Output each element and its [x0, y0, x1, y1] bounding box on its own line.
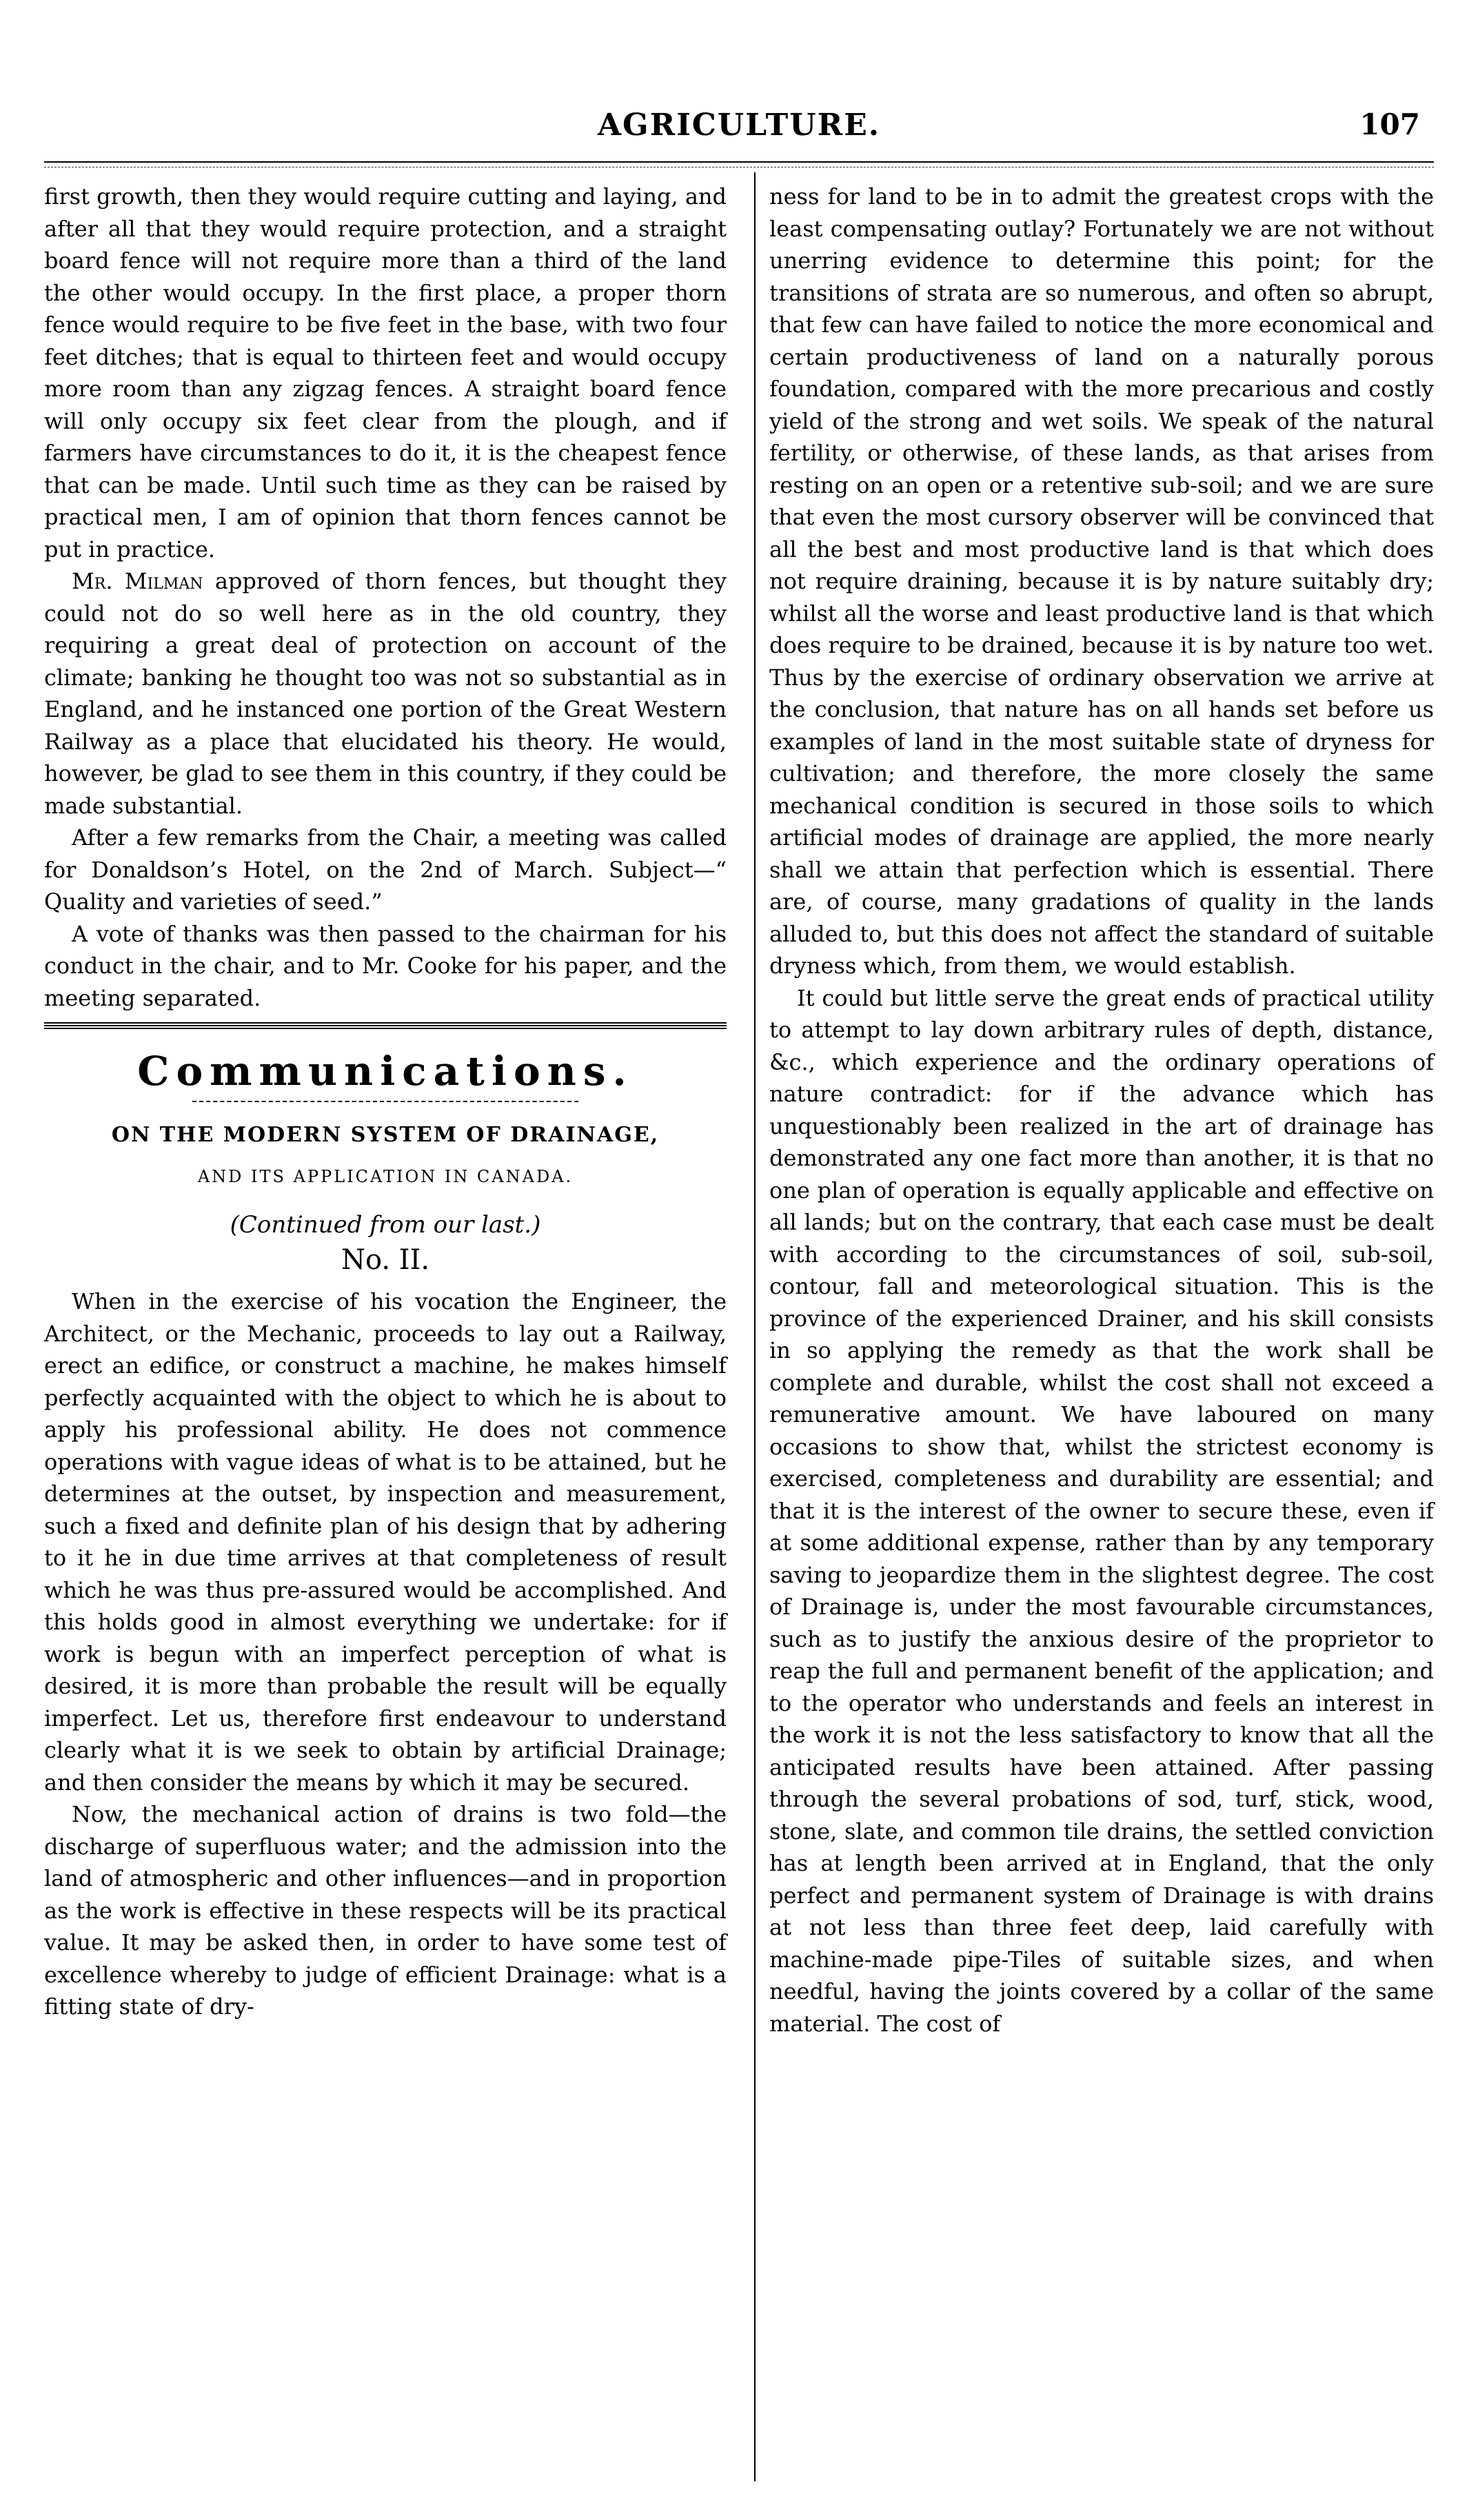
continued-note: (Continued from our last.): [230, 1211, 541, 1239]
column-divider: [754, 172, 756, 2481]
ornament-divider: [192, 1101, 578, 1102]
page-number: 107: [1359, 108, 1420, 141]
article-subtitle: AND ITS APPLICATION IN CANADA.: [197, 1167, 574, 1186]
paragraph: A vote of thanks was then passed to the chairman for his conduct in the chair, and to Mr. Cooke for his paper, and the meeting separated.: [44, 920, 727, 1011]
left-column: [44, 181, 727, 2023]
paragraph: When in the exercise of his vocation the Engineer, the Architect, or the Mechanic, proceeds to lay out a Railway, erect an edifice, or construct a machine, he makes himself perfectly acquainted with the object to which he is about to apply his professional ability. He does not commence operations with vague ideas of what is to be attained, but he determines at the outset, by inspection and measurement, such a fixed and definite plan of his design that by adhering to it he in due time arrives at that completeness of result which he was thus pre-assured would be accomplished. And this holds good in almost everything we undertake: for if work is begun with an imperfect perception of what is desired, it is more than probable the result will be equally imperfect. Let us, therefore first endeavour to understand clearly what it is we seek to obtain by artificial Drainage; and then consider the means by which it may be secured.: [44, 1288, 727, 1796]
speaker-name: Mr. Milman: [72, 568, 203, 594]
section-divider: [44, 1022, 727, 1029]
paragraph: It could but little serve the great ends of practical utility to attempt to lay down arbitrary rules of depth, distance, &c., which experience and the ordinary operations of nature contradict: for if the advance which has unquestionably been realized in the art of drainage has demonstrated any one fact more than another, it is that no one plan of operation is equally applicable and effective on all lands; but on the contrary, that each case must be dealt with according to the circumstances of soil, sub-soil, contour, fall and meteorological situation. This is the province of the experienced Drainer, and his skill consists in so applying the remedy as that the work shall be complete and durable, whilst the cost shall not exceed a remunerative amount. We have laboured on many occasions to show that, whilst the strictest economy is exercised, completeness and durability are essential; and that it is the interest of the owner to secure these, even if at some additional expense, rather than by any temporary saving to jeopardize them in the slightest degree. The cost of Drainage is, under the most favourable circumstances, such as to justify the anxious desire of the proprietor to reap the full and permanent benefit of the application; and to the operator who understands and feels an interest in the work it is not the less satisfactory to know that all the anticipated results have been attained. After passing through the several probations of sod, turf, stick, wood, stone, slate, and common tile drains, the settled conviction has at length been arrived at in England, that the only perfect and permanent system of Drainage is with drains at not less than three feet deep, laid carefully with machine-made pipe-Tiles of suitable sizes, and when needful, having the joints covered by a collar of the same material. The cost of: [769, 984, 1434, 2037]
newspaper-page: [44, 103, 1434, 2488]
article-title: ON THE MODERN SYSTEM OF DRAINAGE,: [111, 1123, 660, 1147]
article-number: No. II.: [341, 1244, 430, 1276]
running-header: [44, 103, 1434, 159]
running-title: AGRICULTURE.: [597, 108, 881, 143]
paragraph: first growth, then they would require cutting and laying, and after all that they would require protection, and a straight board fence will not require more than a third of the land the other would occupy. In the first place, a proper thorn fence would require to be five feet in the base, with two four feet ditches; that is equal to thirteen feet and would occupy more room than any zigzag fences. A straight board fence will only occupy six feet clear from the plough, and if farmers have circumstances to do it, it is the cheapest fence that can be made. Until such time as they can be raised by practical men, I am of opinion that thorn fences cannot be put in practice.: [44, 183, 727, 562]
paragraph: ness for land to be in to admit the greatest crops with the least compensating outlay? Fortunately we are not without unerring evidence to determine this point; for the transitions of strata are so numerous, and often so abrupt, that few can have failed to notice the more economical and certain productiveness of land on a naturally porous foundation, compared with the more precarious and costly yield of the strong and wet soils. We speak of the natural fertility, or otherwise, of these lands, as that arises from resting on an open or a retentive sub-soil; and we are sure that even the most cursory observer will be convinced that all the best and most productive land is that which does not require draining, because it is by nature suitably dry; whilst all the worse and least productive land is that which does require to be drained, because it is by nature too wet. Thus by the exercise of ordinary observation we arrive at the conclusion, that nature has on all hands set before us examples of land in the most suitable state of dryness for cultivation; and therefore, the more closely the same mechanical condition is secured in those soils to which artificial modes of drainage are applied, the more nearly shall we attain that perfection which is essential. There are, of course, many gradations of quality in the lands alluded to, but this does not affect the standard of suitable dryness which, from them, we would establish.: [769, 183, 1434, 979]
right-column: [769, 181, 1434, 2040]
paragraph: Now, the mechanical action of drains is two fold—the discharge of superfluous water; and the admission into the land of atmospheric and other influences—and in proportion as the work is effective in these respects will be its practical value. It may be asked then, in order to have some test of excellence whereby to judge of efficient Drainage: what is a fitting state of dry-: [44, 1801, 727, 2020]
section-title: Communications.: [137, 1048, 634, 1095]
paragraph: [44, 565, 727, 822]
header-rule: [44, 161, 1434, 163]
paragraph: After a few remarks from the Chair, a meeting was called for Donaldson’s Hotel, on the 2nd of March. Subject—“ Quality and varieties of seed.”: [44, 824, 727, 915]
paragraph-text: approved of thorn fences, but thought they could not do so well here as in the old country, they requiring a great deal of protection on account of the climate; banking he thought too was not so substantial as in England, and he instanced one portion of the Great Western Railway as a place that elucidated his theory. He would, however, be glad to see them in this country, if they could be made substantial.: [44, 568, 727, 819]
